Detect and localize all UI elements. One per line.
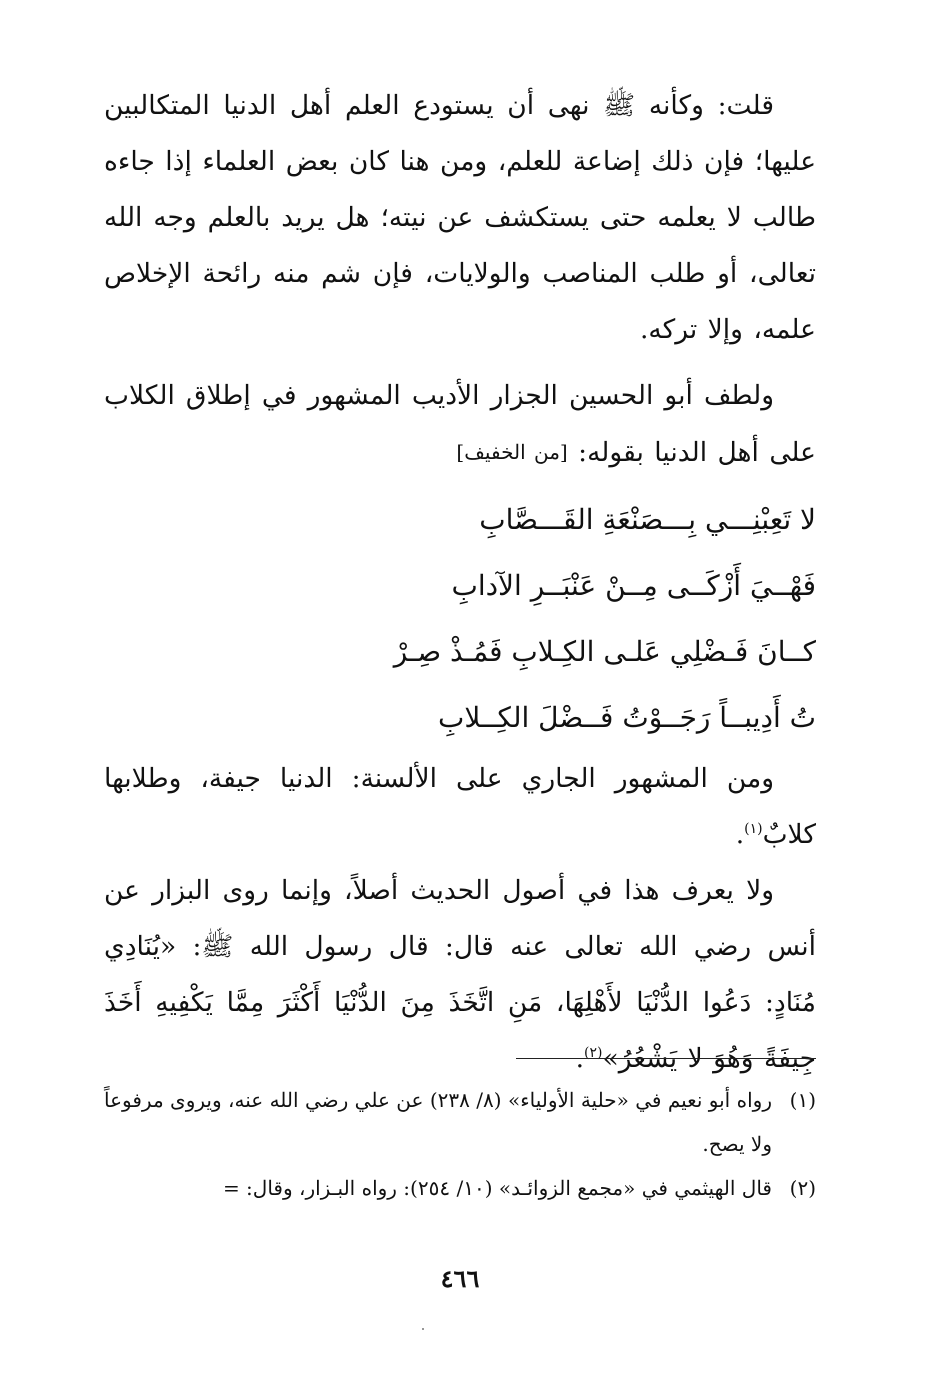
book-page <box>104 78 816 1338</box>
verse-line: لا تَعِبْنِـــي بِـــصَنْعَةِ القَـــصَّابِ <box>479 503 816 536</box>
verse-line: كــانَ فَـضْلِي عَلـى الكِـلابِ فَمُـذْ صِـرْ <box>393 635 816 668</box>
footnotes <box>104 1078 816 1210</box>
footnote-1 <box>104 1078 816 1166</box>
paragraph-1: قلت: وكأنه ﷺ نهى أن يستودع العلم أهل الدنيا المتكالبين عليها؛ فإن ذلك إضاعة للعلم، ومن هنا كان بعض العلماء إذا جاءه طالب لا يعلمه حتى يستكشف عن نيته؛ هل يريد بالعلم وجه الله تعالى، أو طلب المناصب والولايات، فإن شم منه رائحة الإخلاص علمه، وإلا تركه. <box>104 90 816 345</box>
paragraph-2-text: ولطف أبو الحسين الجزار الأديب المشهور في إطلاق الكلاب على أهل الدنيا بقوله: <box>104 380 816 468</box>
verse-line: تُ أَدِيبــاً رَجَــوْتُ فَــضْلَ الكِــلابِ <box>438 701 816 734</box>
paragraph-3-text: ومن المشهور الجاري على الألسنة: الدنيا جيفة، وطلابها كلابٌ <box>104 763 816 850</box>
footnote-2 <box>104 1166 816 1210</box>
scan-speck <box>422 1328 424 1330</box>
paragraph-2 <box>104 368 816 481</box>
footnote-text: قال الهيثمي في «مجمع الزوائـد» (١٠/ ٢٥٤): رواه البـزار، وقال: = <box>222 1176 772 1200</box>
footnote-ref-2[interactable]: (٢) <box>584 1045 603 1062</box>
poetic-meter-label: [من الخفيف] <box>456 440 568 464</box>
verse-line: فَهْــيَ أَزْكَــى مِــنْ عَنْبَــرِ الآدابِ <box>451 569 816 602</box>
paragraph-3-end: . <box>735 819 745 850</box>
paragraph-3 <box>104 751 816 863</box>
poem-verses <box>104 487 816 751</box>
paragraph-4-text: ولا يعرف هذا في أصول الحديث أصلاً، وإنما روى البزار عن أنس رضي الله تعالى عنه قال: قال رسول الله ﷺ: «يُنَادِي مُنَادٍ: دَعُوا الدُّنْيَا لأَهْلِهَا، مَنِ اتَّخَذَ مِنَ الدُّنْيَا أَكْثَرَ مِمَّا يَكْفِيهِ أَخَذَ جِيفَةً وَهُوَ لا يَشْعُرُ» <box>104 875 816 1074</box>
paragraph-4-end: . <box>575 1043 585 1074</box>
footnote-number: (١) <box>789 1088 816 1112</box>
footnote-text: رواه أبو نعيم في «حلية الأولياء» (٨/ ٢٣٨) عن علي رضي الله عنه، ويروى مرفوعاً ولا يصح. <box>104 1088 772 1156</box>
page-number: ٤٦٦ <box>440 1264 480 1293</box>
footnote-divider <box>516 1058 816 1059</box>
footnote-number: (٢) <box>789 1176 816 1200</box>
footnote-ref-1[interactable]: (١) <box>744 821 763 838</box>
paragraph-4 <box>104 863 816 1087</box>
